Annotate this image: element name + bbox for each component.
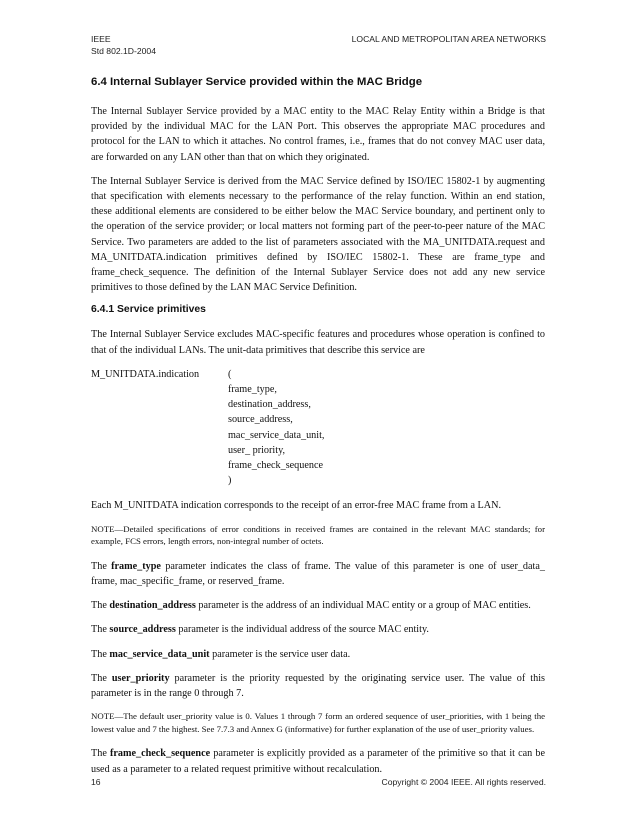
param-frame-check-sequence — [91, 746, 545, 776]
primitive-definition — [91, 367, 545, 489]
param-frame-type — [91, 559, 545, 589]
param-source-address — [91, 622, 545, 637]
header-title: LOCAL AND METROPOLITAN AREA NETWORKS — [351, 34, 546, 44]
primitive-args — [228, 367, 324, 489]
param-term: frame_type — [111, 560, 161, 572]
param-description: parameter is explicitly provided as a parameter of the primitive so that it can be used as a parameter to a related request primitive without recalculation. — [91, 748, 545, 775]
primitive-arg: mac_service_data_unit, — [228, 429, 325, 441]
primitive-arg: user_ priority, — [228, 444, 286, 456]
primitive-arg: ) — [228, 475, 232, 487]
subsection-heading: 6.4.1 Service primitives — [91, 304, 206, 316]
param-prefix: The — [91, 624, 110, 636]
param-term: frame_check_sequence — [109, 748, 211, 760]
param-prefix: The — [91, 560, 112, 572]
param-mac-service-data-unit — [91, 647, 545, 662]
copyright-notice: Copyright © 2004 IEEE. All rights reserved. — [381, 777, 546, 787]
param-destination-address — [91, 598, 545, 613]
param-term: mac_service_data_unit — [109, 648, 210, 660]
section-paragraph-2: The Internal Sublayer Service is derived from the MAC Service defined by ISO/IEC 15802-1 by augmenting that specification with elements necessary to the performance of the relay function. Within an end station, these additional elements are considered to be either below the MAC Service boundary, and pertinent only to the operation of the service provider; or local matters not forming part of the peer-to-peer nature of the MAC Service. Two parameters are added to the list of parameters associated with the MA_UNITDATA.request and MA_UNITDATA.indication primitives defined by ISO/IEC 15802-1. These are frame_type and frame_check_sequence. The definition of the Internal Sublayer Service does not add any new service primitives to those defined by the LAN MAC Service Definition. — [91, 175, 545, 294]
page-content — [91, 76, 545, 786]
primitive-name: M_UNITDATA.indication — [91, 368, 200, 380]
note-user-priority: NOTE—The default user_priority value is 0. Values 1 through 7 form an ordered sequence of user_priorities, with 1 being the lowest value and 7 the highest. See 7.7.3 and Annex G (informative) for further explanation of the use of user_priority values. — [91, 711, 545, 734]
param-term: user_priority — [111, 672, 170, 684]
section-paragraph-1: The Internal Sublayer Service provided by a MAC entity to the MAC Relay Entity within a Bridge is that provided by the individual MAC for the LAN Port. This observes the appropriate MAC procedures and protocol for the LAN to which it attaches. No control frames, i.e., frames that do not convey MAC user data, are forwarded on any LAN other than that on which they originated. — [91, 106, 545, 163]
header-org: IEEE — [91, 34, 111, 44]
primitive-arg: ( — [228, 368, 232, 380]
param-term: destination_address — [109, 600, 196, 612]
header-standard: Std 802.1D-2004 — [91, 46, 156, 56]
primitive-arg: destination_address, — [228, 399, 311, 411]
param-term: source_address — [109, 624, 176, 636]
page-number: 16 — [91, 777, 101, 787]
primitive-arg: frame_check_sequence — [228, 460, 324, 472]
subsection-paragraph-1: The Internal Sublayer Service excludes MAC-specific features and procedures whose operation is confined to that of the individual LANs. The unit-data primitives that describe this service are — [91, 329, 545, 356]
note-error-conditions: NOTE—Detailed specifications of error conditions in received frames are contained in the relevant MAC standards; for example, FCS errors, length errors, non-integral number of octets. — [91, 523, 545, 547]
param-description: parameter is the service user data. — [209, 648, 351, 660]
param-prefix: The — [91, 600, 110, 612]
primitive-arg: frame_type, — [228, 384, 277, 396]
param-prefix: The — [91, 748, 110, 760]
param-description: parameter is the priority requested by the originating service user. The value of this parameter is in the range 0 through 7. — [91, 672, 545, 700]
primitive-arg: source_address, — [228, 414, 293, 426]
param-prefix: The — [91, 672, 112, 684]
param-user-priority — [91, 671, 545, 701]
param-description: parameter is the individual address of the source MAC entity. — [175, 624, 429, 636]
subsection-paragraph-2: Each M_UNITDATA indication corresponds to the receipt of an error-free MAC frame from a LAN. — [91, 500, 502, 512]
param-description: parameter is the address of an individual MAC entity or a group of MAC entities. — [195, 600, 531, 612]
section-heading: 6.4 Internal Sublayer Service provided within the MAC Bridge — [91, 76, 423, 88]
param-description: parameter indicates the class of frame. The value of this parameter is one of user_data_ frame, mac_specific_frame, or reserved_frame. — [91, 560, 545, 588]
header-left — [91, 33, 156, 57]
param-prefix: The — [91, 648, 110, 660]
